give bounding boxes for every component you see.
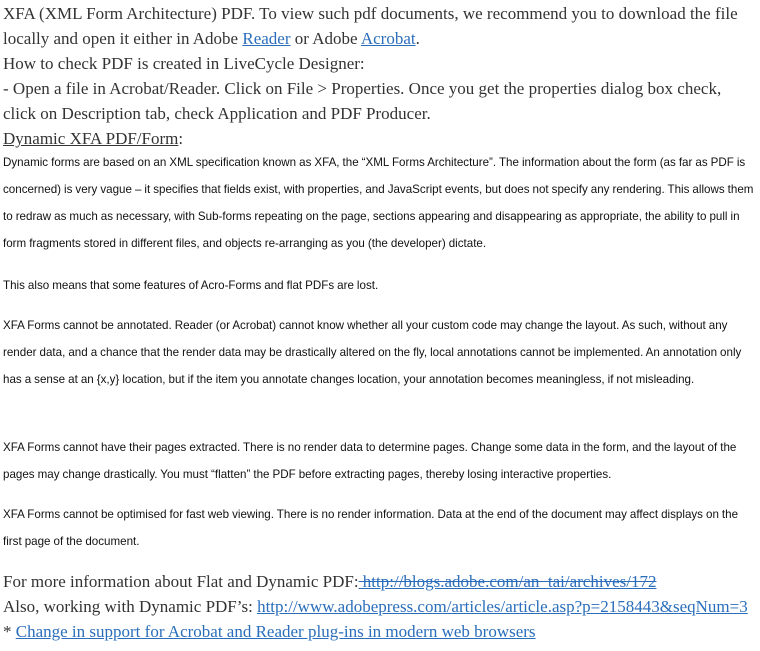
also-line [3,594,748,619]
lost-features-section [3,272,378,299]
howto-title: How to check PDF is created in LiveCycle Designer: [3,54,365,73]
howto-steps: - Open a file in Acrobat/Reader. Click on File > Properties. Once you get the properties dialog box check, click on Description tab, check Application and PDF Producer. [3,79,722,123]
optimisation-section [3,501,757,555]
intro-section [3,1,757,151]
annotation-paragraph: XFA Forms cannot be annotated. Reader (or Acrobat) cannot know whether all your custom code may change the layout. As such, without any render data, and a chance that the render data may be drastically altered on the fly, local annotations cannot be implemented. An annotation only has a sense at an {x,y} location, but if the item you annotate changes location, your annotation becomes meaningless, if not misleading. [3,319,742,386]
acrobat-link[interactable]: Acrobat [360,29,416,48]
more-info-line [3,569,748,594]
intro-mid-text: or Adobe [290,29,361,48]
extraction-paragraph: XFA Forms cannot have their pages extracted. There is no render data to determine pages. Change some data in the form, and the layout of the pages may change drastically. You must “flatten” the PDF before extracting pages, thereby losing interactive properties. [3,441,737,481]
annotation-section [3,312,757,393]
dynamic-paragraph: Dynamic forms are based on an XML specification known as XFA, the “XML Forms Architecture”. The information about the form (as far as PDF is concerned) is very vague – it specifies that fields exist, with properties, and JavaScript events, but does not specify any rendering. This allows them to redraw as much as necessary, with Sub-forms repeating on the page, sections appearing and disappearing as appropriate, the ability to pull in form fragments stored in different files, and objects re-arranging as you (the developer) dictate. [3,156,754,250]
lost-features-paragraph: This also means that some features of Acro-Forms and flat PDFs are lost. [3,279,379,292]
star-bullet: * [3,622,16,641]
change-support-line [3,619,748,644]
more-info-text: For more information about Flat and Dynamic PDF: [3,572,359,591]
more-info-section [3,569,748,644]
dynamic-heading: Dynamic XFA PDF/Form [3,129,179,148]
intro-paragraph [3,1,757,51]
adobepress-link[interactable]: http://www.adobepress.com/articles/article.asp?p=2158443&seqNum=3 [257,597,748,616]
adobe-blog-link[interactable]: http://blogs.adobe.com/an_tai/archives/172 [358,572,657,591]
extraction-section [3,434,757,488]
dynamic-heading-line [3,126,757,151]
change-support-link[interactable]: Change in support for Acrobat and Reader plug-ins in modern web browsers [15,622,536,641]
intro-text: XFA (XML Form Architecture) PDF. To view such pdf documents, we recommend you to download the file locally and open it either in Adobe [3,4,738,48]
optimisation-paragraph: XFA Forms cannot be optimised for fast web viewing. There is no render information. Data at the end of the document may affect displays on the first page of the document. [3,508,739,548]
intro-end-text: . [415,29,420,48]
dynamic-heading-colon: : [178,129,184,148]
dynamic-forms-section [3,149,757,257]
also-text: Also, working with Dynamic PDF’s: [3,597,258,616]
reader-link[interactable]: Reader [242,29,291,48]
